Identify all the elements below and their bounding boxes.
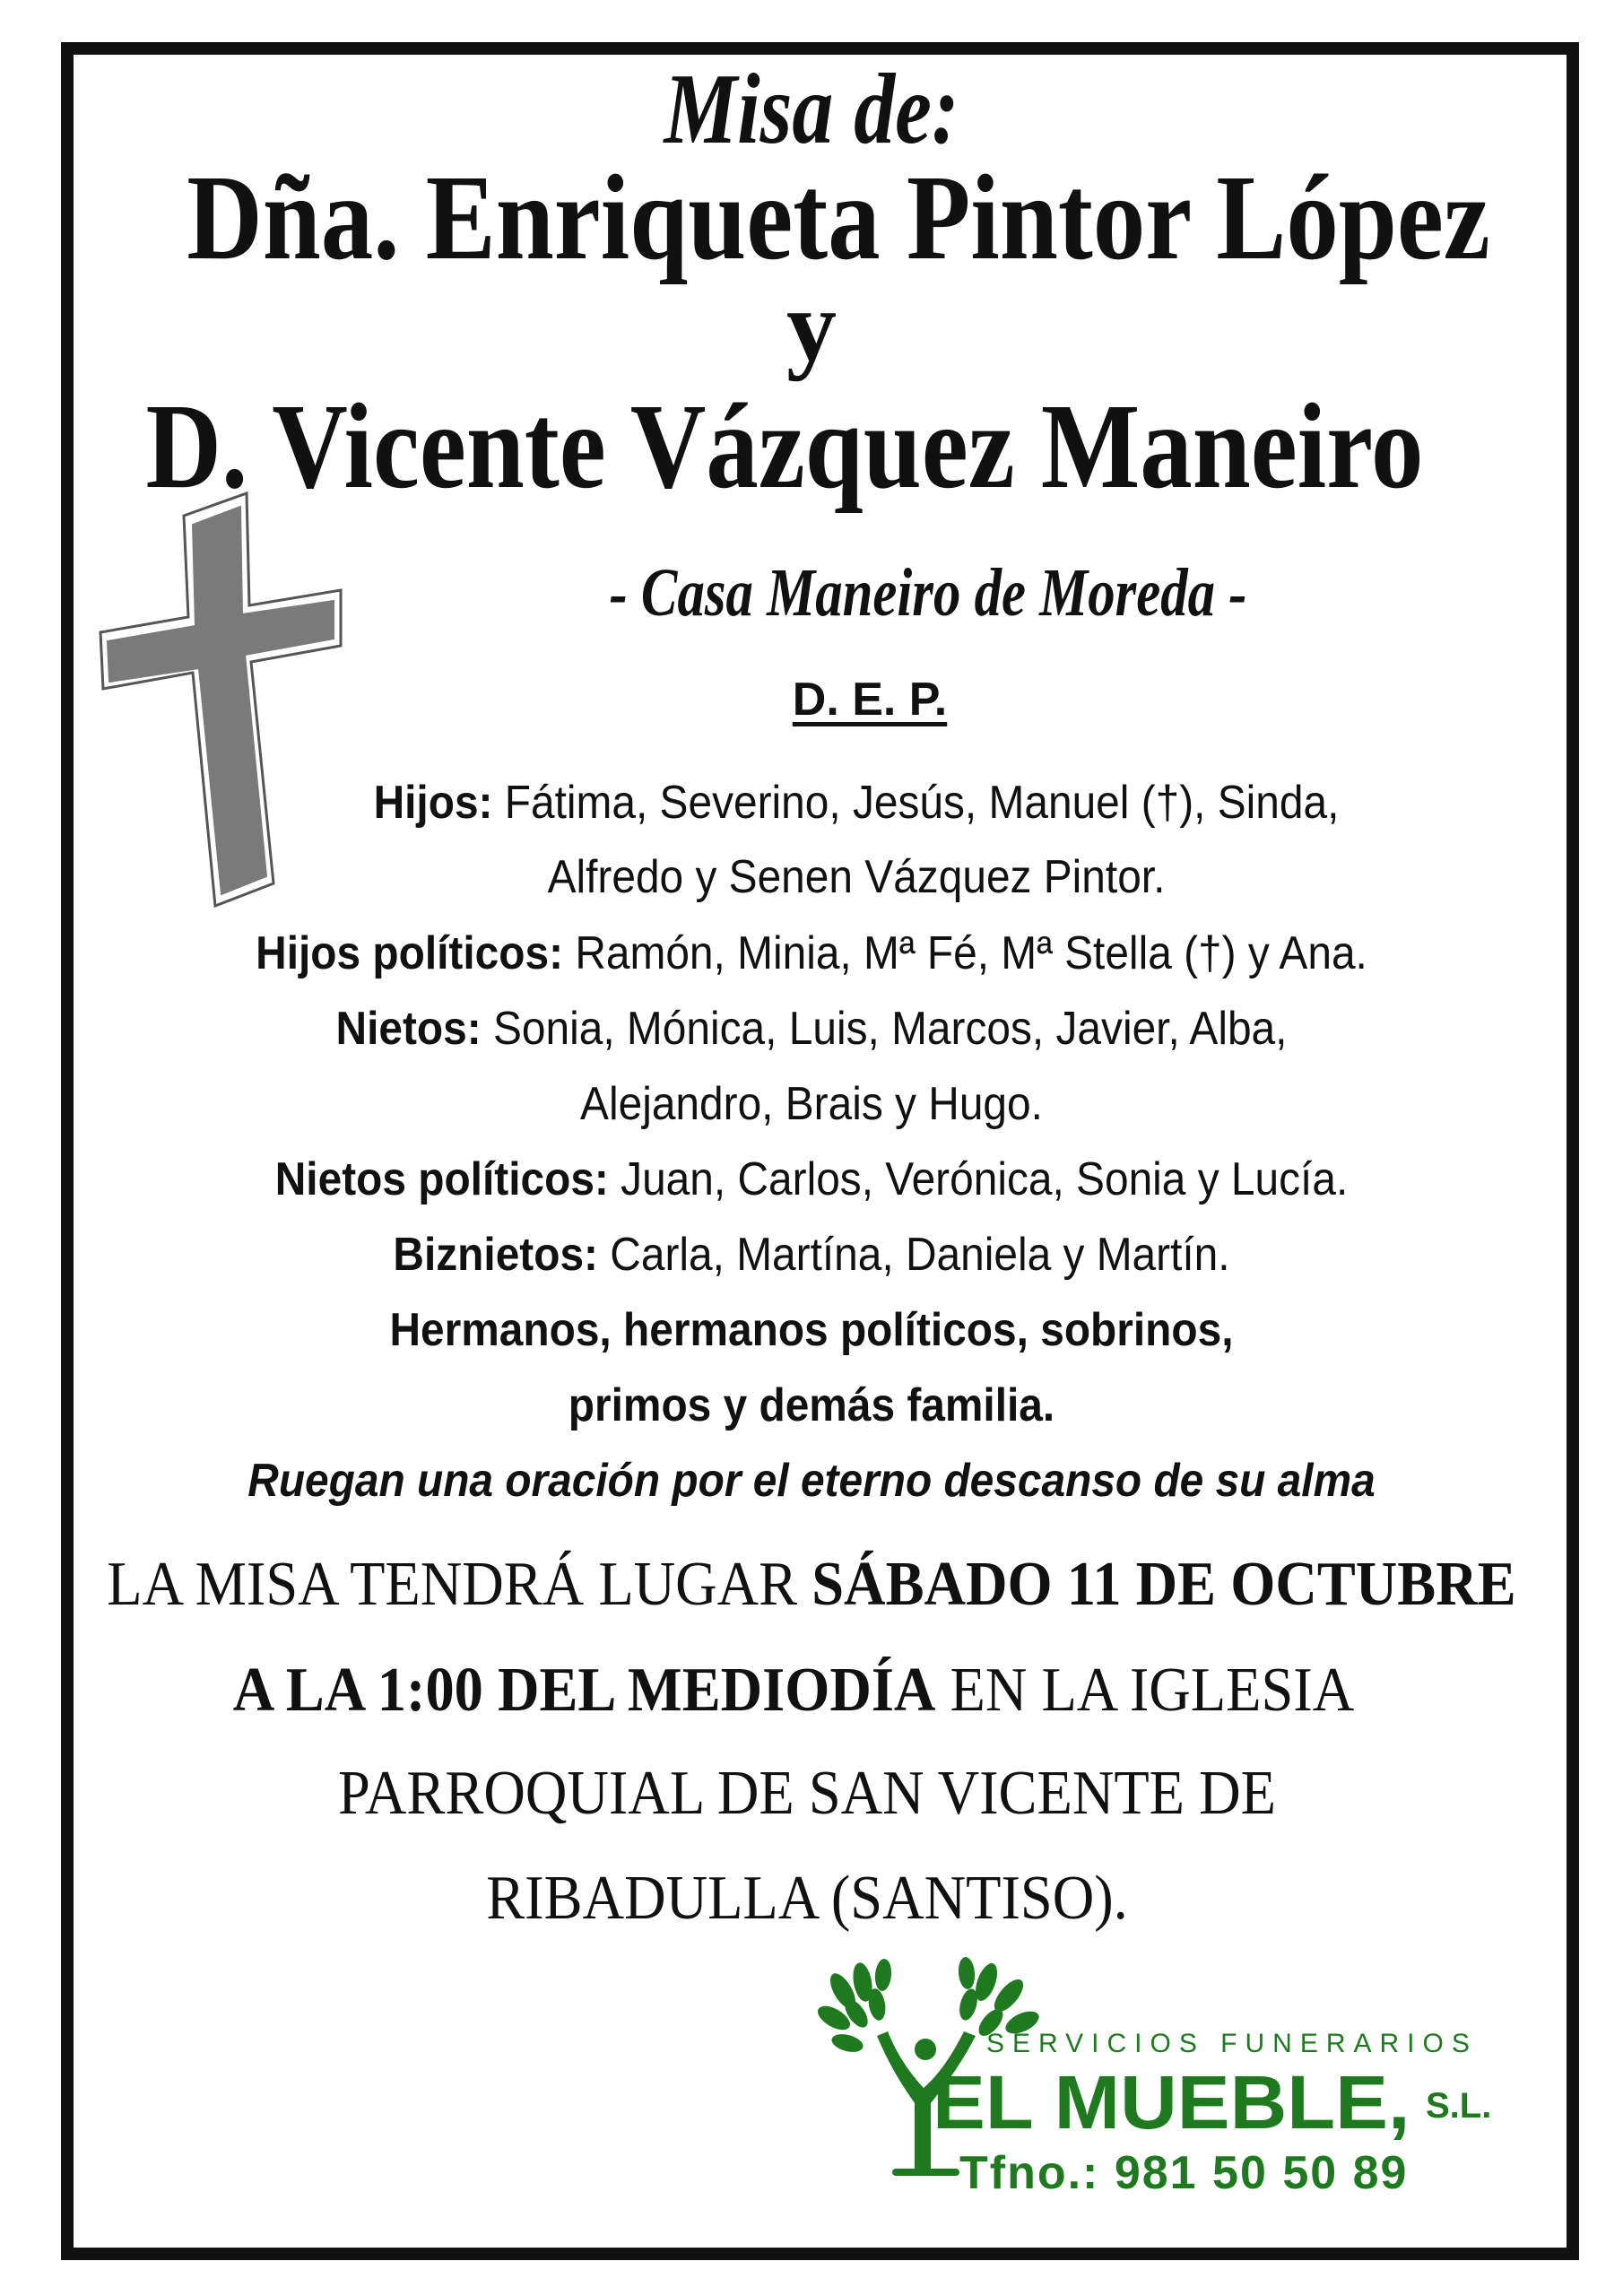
family-line: Alfredo y Senen Vázquez Pintor.	[547, 851, 1166, 903]
logo-subtitle: SERVICIOS FUNERARIOS	[986, 2029, 1478, 2058]
deceased-name-2: D. Vicente Vázquez Maneiro	[145, 379, 1424, 514]
family-line: Hermanos, hermanos políticos, sobrinos,	[389, 1304, 1234, 1356]
mass-details: RIBADULLA (SANTISO).	[486, 1864, 1128, 1933]
prayer-line: Ruegan una oración por el eterno descanso de su alma	[247, 1455, 1376, 1507]
mass-details: LA MISA TENDRÁ LUGAR SÁBADO 11 DE OCTUBRE	[107, 1550, 1516, 1619]
mass-details: A LA 1:00 DEL MEDIODÍA EN LA IGLESIA	[232, 1656, 1355, 1725]
family-line: Nietos políticos: Juan, Carlos, Verónica, Sonia y Lucía.	[274, 1153, 1349, 1205]
logo-phone: Tfno.: 981 50 50 89	[959, 2147, 1409, 2199]
house-name: - Casa Maneiro de Moreda -	[609, 555, 1247, 631]
family-line: Nietos: Sonia, Mónica, Luis, Marcos, Javier, Alba,	[335, 1003, 1288, 1055]
dep-label: D. E. P.	[792, 674, 948, 726]
mass-prefix: Misa de:	[664, 54, 959, 165]
family-line: Biznietos: Carla, Martína, Daniela y Martín.	[393, 1229, 1230, 1281]
family-line: Hijos: Fátima, Severino, Jesús, Manuel (†), Sinda,	[373, 777, 1340, 829]
family-line: Hijos políticos: Ramón, Minia, Mª Fé, Mª Stella (†) y Ana.	[256, 927, 1367, 979]
mass-details: PARROQUIAL DE SAN VICENTE DE	[338, 1759, 1276, 1828]
deceased-name-1: Dña. Enriqueta Pintor López	[187, 151, 1490, 285]
family-line: Alejandro, Brais y Hugo.	[580, 1078, 1043, 1130]
logo-suffix: S.L.	[1426, 2086, 1492, 2126]
family-line: primos y demás familia.	[568, 1379, 1055, 1431]
logo-company-name: EL MUEBLE,	[933, 2060, 1410, 2144]
name-conjunction: y	[786, 271, 837, 382]
